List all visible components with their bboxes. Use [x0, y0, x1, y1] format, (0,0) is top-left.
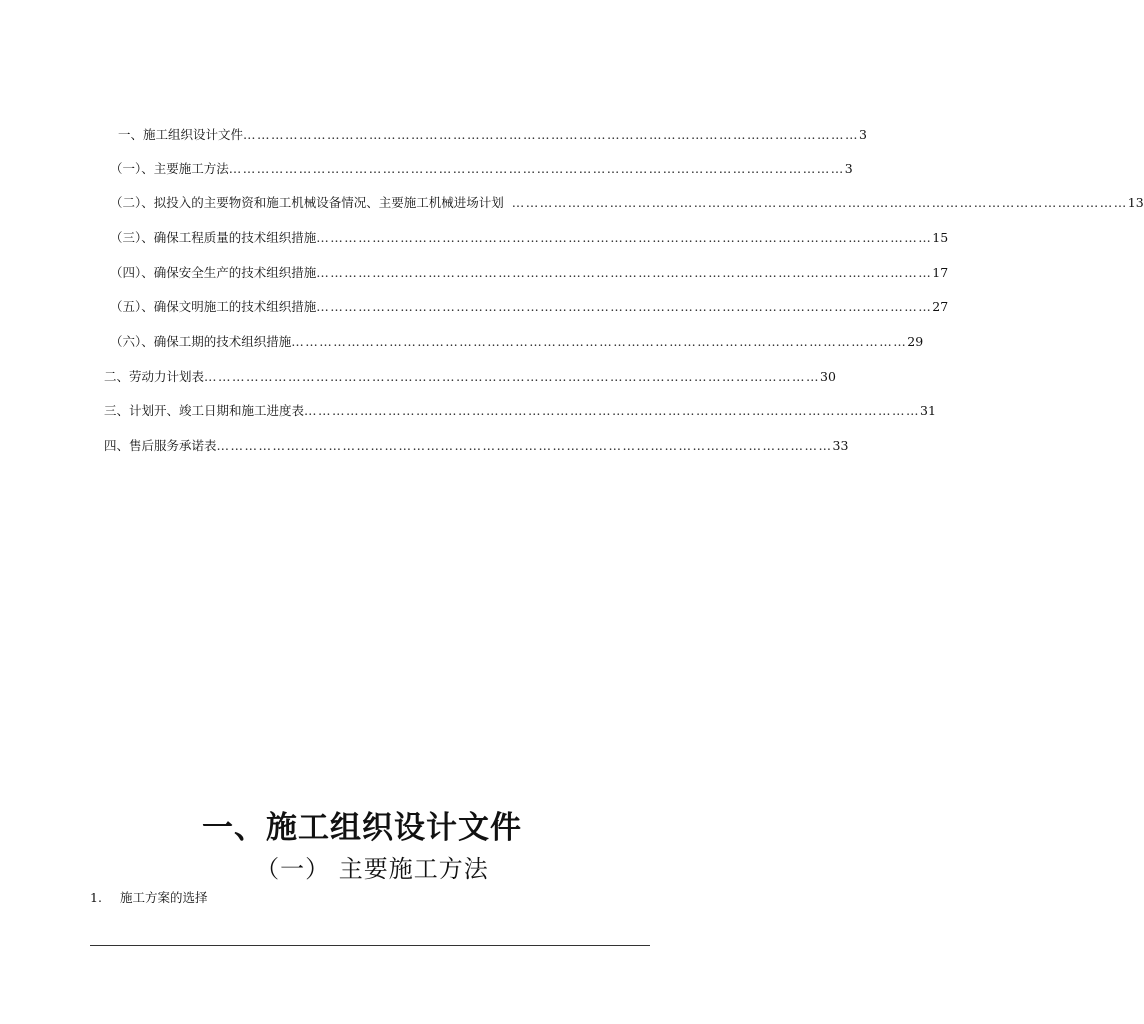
toc-entry-page: 3 — [844, 161, 853, 176]
toc-leader: …………………………………………………………………………………………………………………… — [216, 438, 833, 453]
toc-entry-page: 27 — [932, 299, 949, 314]
toc-entry-label: 三、计划开、竣工日期和施工进度表 — [104, 403, 305, 418]
toc-entry-page: 17 — [932, 265, 949, 280]
toc-entry[interactable] — [110, 265, 949, 281]
toc-leader: …………………………………………………………………………………………………………………… — [204, 369, 821, 384]
toc-entry-label: （五）、确保文明施工的技术组织措施 — [110, 299, 317, 314]
toc-entry-page: 30 — [820, 369, 836, 384]
toc-entry[interactable] — [118, 127, 867, 143]
toc-leader: …………………………………………………………………………………………………………………… — [316, 230, 933, 245]
toc-entry[interactable] — [104, 403, 936, 419]
toc-entry[interactable] — [110, 334, 924, 350]
toc-entry-label: （一）、主要施工方法 — [110, 161, 229, 176]
toc-entry[interactable] — [110, 195, 1144, 211]
toc-entry-page: 3 — [859, 127, 867, 142]
item-number: 1. — [90, 890, 102, 905]
toc-entry-label: 四、售后服务承诺表 — [104, 438, 217, 453]
toc-leader: …………………………………………………………………………………………………………………… — [228, 161, 845, 176]
item-text: 施工方案的选择 — [120, 890, 208, 905]
toc-leader: …………………………………………………………………………………………………………………… — [291, 334, 908, 349]
toc-entry-label: （四）、确保安全生产的技术组织措施 — [110, 265, 317, 280]
toc-entry[interactable] — [104, 369, 836, 385]
toc-entry[interactable] — [110, 299, 949, 315]
toc-leader: …………………………………………………………………………………………………………………… — [243, 127, 860, 142]
subsection-heading: （一） 主要施工方法 — [255, 855, 489, 883]
numbered-item — [90, 889, 208, 907]
toc-entry-label: 一、施工组织设计文件 — [118, 127, 244, 142]
toc-entry-label: （二）、拟投入的主要物资和施工机械设备情况、主要施工机械进场计划 — [110, 195, 504, 210]
toc-entry-page: 29 — [907, 334, 924, 349]
toc-entry-label: （三）、确保工程质量的技术组织措施 — [110, 230, 317, 245]
toc-leader: …………………………………………………………………………………………………………………… — [316, 265, 933, 280]
toc-entry[interactable] — [110, 161, 853, 177]
toc-leader: …………………………………………………………………………………………………………………… — [316, 299, 933, 314]
section-heading: 一、施工组织设计文件 — [202, 810, 522, 846]
toc-entry-page: 15 — [932, 230, 949, 245]
toc-entry-page: 13 — [1127, 195, 1144, 210]
toc-entry[interactable] — [104, 438, 849, 454]
toc-leader: …………………………………………………………………………………………………………………… — [304, 403, 921, 418]
toc-entry[interactable] — [110, 230, 949, 246]
toc-entry-label: （六）、确保工期的技术组织措施 — [110, 334, 292, 349]
toc-entry-page: 33 — [832, 438, 849, 453]
footer-divider — [90, 945, 650, 946]
toc-leader: …………………………………………………………………………………………………………………… — [511, 195, 1128, 210]
toc-entry-page: 31 — [920, 403, 936, 418]
toc-entry-label: 二、劳动力计划表 — [104, 369, 205, 384]
